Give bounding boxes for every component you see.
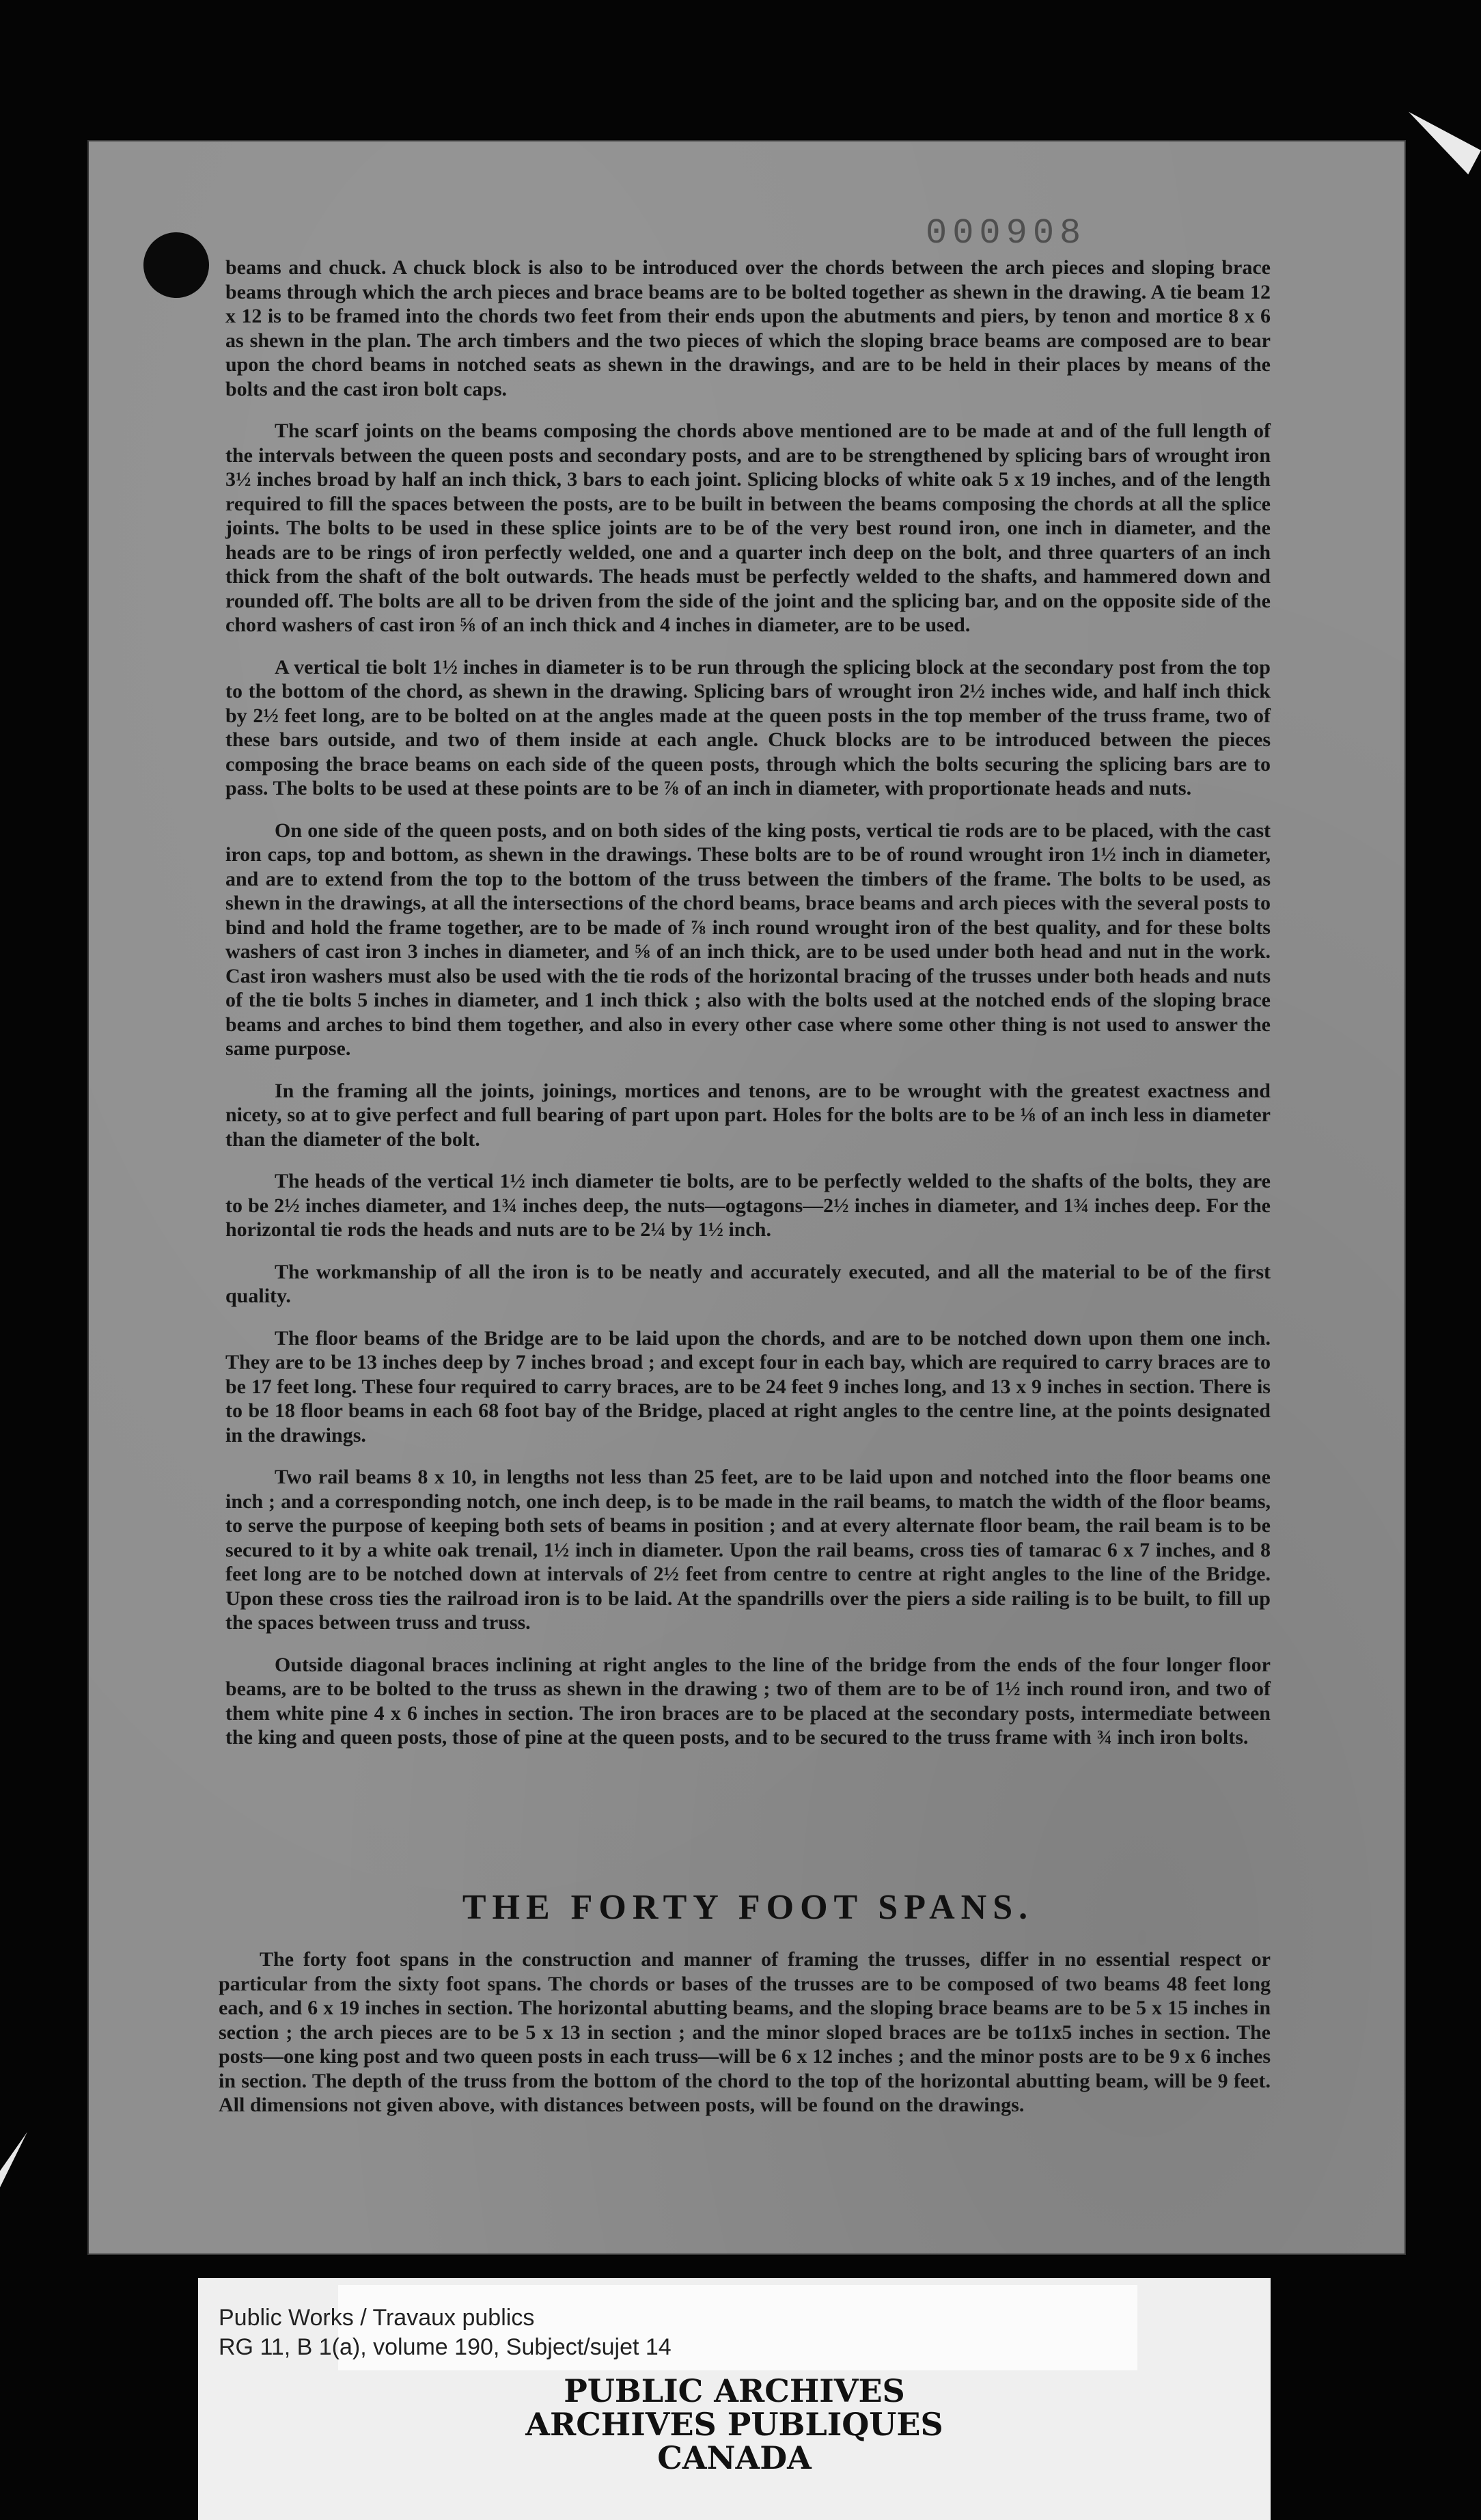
paragraph-8: The floor beams of the Bridge are to be laid upon the chords, and are to be notched down upon them one inch. They are to be 13 inches deep by 7 inches broad ; and except four in each bay, which are required to carry braces are to be 17 feet long. These four required to carry braces, are to be 24 feet 9 inches long, and 13 x 9 inches in section. There is to be 18 floor beams in each 68 foot bay of the Bridge, placed at right angles to the centre line, at the points designated in the drawings. bbox=[225, 1326, 1271, 1447]
paragraph-forty-foot: The forty foot spans in the construction and manner of framing the trusses, differ in no essential respect or particular from the sixty foot spans. The chords or bases of the trusses are to be composed of two beams 48 feet long each, and 6 x 19 inches in section. The horizontal abutting beams, and the sloping brace beams are to be 5 x 15 inches in section ; the arch pieces are to be 5 x 13 in section ; and the minor sloped braces are be to11x5 inches in section. The posts—one king post and two queen posts in each truss—will be 6 x 12 inches ; and the minor posts are to be 9 x 6 inches in section. The depth of the truss from the bottom of the chord to the top of the horizontal abutting beam, will be 9 feet. All dimensions not given above, with distances between posts, will be found on the drawings. bbox=[219, 1948, 1271, 2116]
paragraph-9: Two rail beams 8 x 10, in lengths not less than 25 feet, are to be laid upon and notched into the floor beams one inch ; and a corresponding notch, one inch deep, is to be made in the rail beams, to match the width of the floor beams, to serve the purpose of keeping both sets of beams in position ; and at every alternate floor beam, the rail beam is to be secured to it by a white oak trenail, 1½ inch in diameter. Upon the rail beams, cross ties of tamarac 6 x 7 inches, and 8 feet long are to be notched down at intervals of 2½ feet from centre to centre at right angles to the line of the Bridge. Upon these cross ties the railroad iron is to be laid. At the spandrills over the piers a side railing is to be built, to fill up the spaces between truss and truss. bbox=[225, 1466, 1271, 1634]
sixty-foot-spans-text bbox=[225, 256, 1271, 1768]
paragraph-2: The scarf joints on the beams composing the chords above mentioned are to be made at and of the full length of the intervals between the queen posts and secondary posts, and are to be strengthened by splicing bars of wrought iron 3½ inches broad by half an inch thick, 3 bars to each joint. Splicing blocks of white oak 5 x 19 inches, and of the length required to fill the spaces between the posts, are to be built in between the beams composing the chords at all the splice joints. The bolts to be used in these splice joints are to be of the very best round iron, one inch in diameter, and the heads are to be rings of iron perfectly welded, one and a quarter inch deep on the bolt, and three quarters of an inch thick from the shaft of the bolt outwards. The heads must be perfectly welded to the shafts, and hammered down and rounded off. The bolts are all to be driven from the side of the joint and the splicing bar, and on the opposite side of the chord washers of cast iron ⅝ of an inch thick and 4 inches in diameter, are to be used. bbox=[225, 420, 1271, 636]
paragraph-7: The workmanship of all the iron is to be neatly and accurately executed, and all the material to be of the first quality. bbox=[225, 1260, 1271, 1307]
paragraph-3: A vertical tie bolt 1½ inches in diameter is to be run through the splicing block at the secondary post from the top to the bottom of the chord, as shewn in the drawing. Splicing bars of wrought iron 2½ inches wide, and half inch thick by 2½ feet long, are to be bolted on at the angles made at the queen posts in the top member of the truss frame, two of these bars outside, and two of them inside at each angle. Chuck blocks are to be introduced between the pieces composing the brace beams on each side of the queen posts, through which the bolts securing the splicing bars are to pass. The bolts to be used at these points are to be ⅞ of an inch in diameter, with proportionate heads and nuts. bbox=[225, 655, 1271, 799]
archive-label-line-1: Public Works / Travaux publics bbox=[219, 2305, 535, 2331]
paper-clip-bottom bbox=[0, 2132, 50, 2293]
paper-clip-top bbox=[1396, 112, 1481, 175]
archive-label-line-2: RG 11, B 1(a), volume 190, Subject/sujet 14 bbox=[219, 2334, 672, 2360]
section-title: THE FORTY FOOT SPANS. bbox=[462, 1888, 1034, 1927]
paragraph-6: The heads of the vertical 1½ inch diameter tie bolts, are to be perfectly welded to the shafts of the bolts, they are to be 2½ inches diameter, and 1¾ inches deep, the nuts—ogtagons—2½ inches in diameter, and 1¾ inches deep. For the horizontal tie rods the heads and nuts are to be 2¼ by 1½ inch. bbox=[225, 1170, 1271, 1241]
archive-name-line-2: ARCHIVES PUBLIQUES bbox=[525, 2406, 943, 2443]
punch-hole bbox=[143, 232, 209, 298]
paragraph-1: beams and chuck. A chuck block is also to be introduced over the chords between the arch pieces and sloping brace beams through which the arch pieces and brace beams are to be bolted together as shewn in the drawing. A tie beam 12 x 12 is to be framed into the chords two feet from their ends upon the abutments and piers, by tenon and mortice 8 x 6 as shewn in the plan. The arch timbers and the two pieces of which the sloping brace beams are composed are to bear upon the chord beams in notched seats as shewn in the drawings, and are to be held in their places by means of the bolts and the cast iron bolt caps. bbox=[225, 256, 1271, 400]
archive-name-line-1: PUBLIC ARCHIVES bbox=[564, 2372, 905, 2409]
paragraph-10: Outside diagonal braces inclining at right angles to the line of the bridge from the ends of the four longer floor beams, are to be bolted to the truss as shewn in the drawing ; two of them are to be of 1½ inch round iron, and two of them white pine 4 x 6 inches in section. The iron braces are to be placed at the secondary posts, intermediate between the king and queen posts, those of pine at the queen posts, and to be secured to the truss frame with ¾ inch iron bolts. bbox=[225, 1653, 1271, 1749]
paragraph-5: In the framing all the joints, joinings, mortices and tenons, are to be wrought with the greatest exactness and nicety, so at to give perfect and full bearing of part upon part. Holes for the bolts are to be ⅛ of an inch less in diameter than the diameter of the bolt. bbox=[225, 1079, 1271, 1151]
stamp-number: 000908 bbox=[926, 213, 1087, 254]
paragraph-4: On one side of the queen posts, and on both sides of the king posts, vertical tie rods are to be placed, with the cast iron caps, top and bottom, as shewn in the drawings. These bolts are to be of round wrought iron 1½ inch in diameter, and are to extend from the top to the bottom of the truss between the timbers of the frame. The bolts to be used, as shewn in the drawings, at all the intersections of the chord beams, brace beams and arch pieces with the several posts to bind and hold the frame together, are to be made of ⅞ inch round wrought iron of the best quality, and for these bolts washers of cast iron 3 inches in diameter, and ⅝ of an inch thick, are to be used under both head and nut in the work. Cast iron washers must also be used with the tie rods of the horizontal bracing of the trusses under both heads and nuts of the tie bolts 5 inches in diameter, and 1 inch thick ; also with the bolts used at the notched ends of the sloping brace beams and arches to bind them together, and also in every other case where some other thing is not used to answer the same purpose. bbox=[225, 819, 1271, 1060]
forty-foot-spans-text bbox=[219, 1947, 1271, 2118]
archive-name-line-3: CANADA bbox=[657, 2439, 812, 2476]
